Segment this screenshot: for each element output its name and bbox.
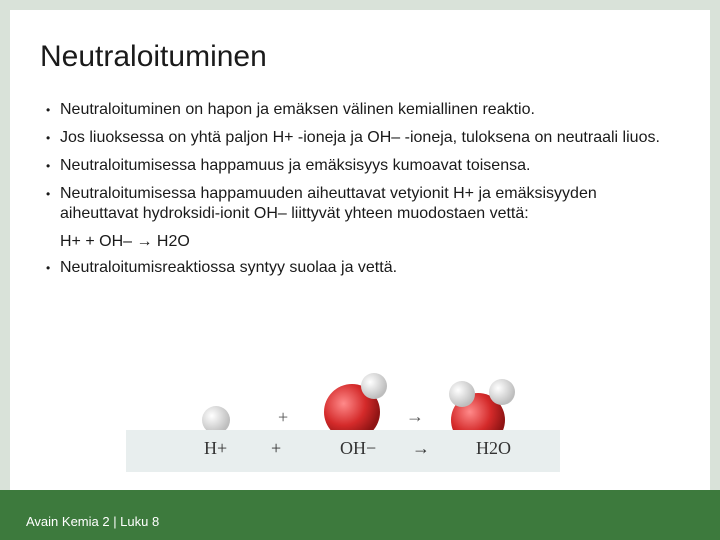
water-hydrogen-left bbox=[449, 381, 475, 407]
bullet-item: • Neutraloituminen on hapon ja emäksen välinen kemiallinen reaktio. bbox=[46, 101, 535, 118]
bullet-item: • Neutraloitumisessa happamuus ja emäksisyys kumoavat toisensa. bbox=[46, 157, 531, 174]
bullet-item: • Jos liuoksessa on yhtä paljon H+ -ioneja ja OH– -ioneja, tuloksena on neutraali liuos. bbox=[46, 129, 660, 146]
bullet-text: Neutraloitumisessa happamuuden aiheuttavat vetyionit H+ ja emäksisyyden aiheuttavat hydroksidi-ionit OH– liittyvät yhteen muodostaen vettä: bbox=[60, 185, 597, 222]
formula-label-bar bbox=[126, 430, 560, 472]
bullet-text: Jos liuoksessa on yhtä paljon H+ -ioneja ja OH– -ioneja, tuloksena on neutraali liuos. bbox=[60, 129, 660, 146]
bullet-text: Neutraloitumisessa happamuus ja emäksisyys kumoavat toisensa. bbox=[60, 157, 531, 174]
bullet-item: • Neutraloitumisreaktiossa syntyy suolaa ja vettä. bbox=[46, 259, 398, 276]
slide-title: Neutraloituminen bbox=[40, 40, 267, 73]
hydroxide-hydrogen-sphere bbox=[361, 373, 387, 399]
water-hydrogen-right bbox=[489, 379, 515, 405]
label-h: H+ bbox=[204, 438, 228, 458]
bullet-list bbox=[46, 100, 666, 286]
label-plus: + bbox=[271, 438, 282, 458]
label-oh: OH− bbox=[340, 438, 377, 458]
bullet-text: Neutraloitumisreaktiossa syntyy suolaa ja vettä. bbox=[60, 259, 398, 276]
bullet-item: • Neutraloitumisessa happamuuden aiheuttavat vetyionit H+ ja emäksisyyden aiheuttavat hydroksidi-ionit OH– liittyvät yhteen muodostaen vettä: bbox=[46, 185, 597, 222]
reaction-equation: H+ + OH– → H2O bbox=[60, 233, 190, 250]
footer-text: Avain Kemia 2 | Luku 8 bbox=[26, 514, 160, 529]
label-arrow: → bbox=[412, 438, 430, 458]
label-water: H2O bbox=[476, 438, 511, 458]
arrow: → bbox=[406, 406, 424, 426]
plus-sign: + bbox=[278, 407, 289, 427]
bullet-text: Neutraloituminen on hapon ja emäksen välinen kemiallinen reaktio. bbox=[60, 101, 535, 118]
